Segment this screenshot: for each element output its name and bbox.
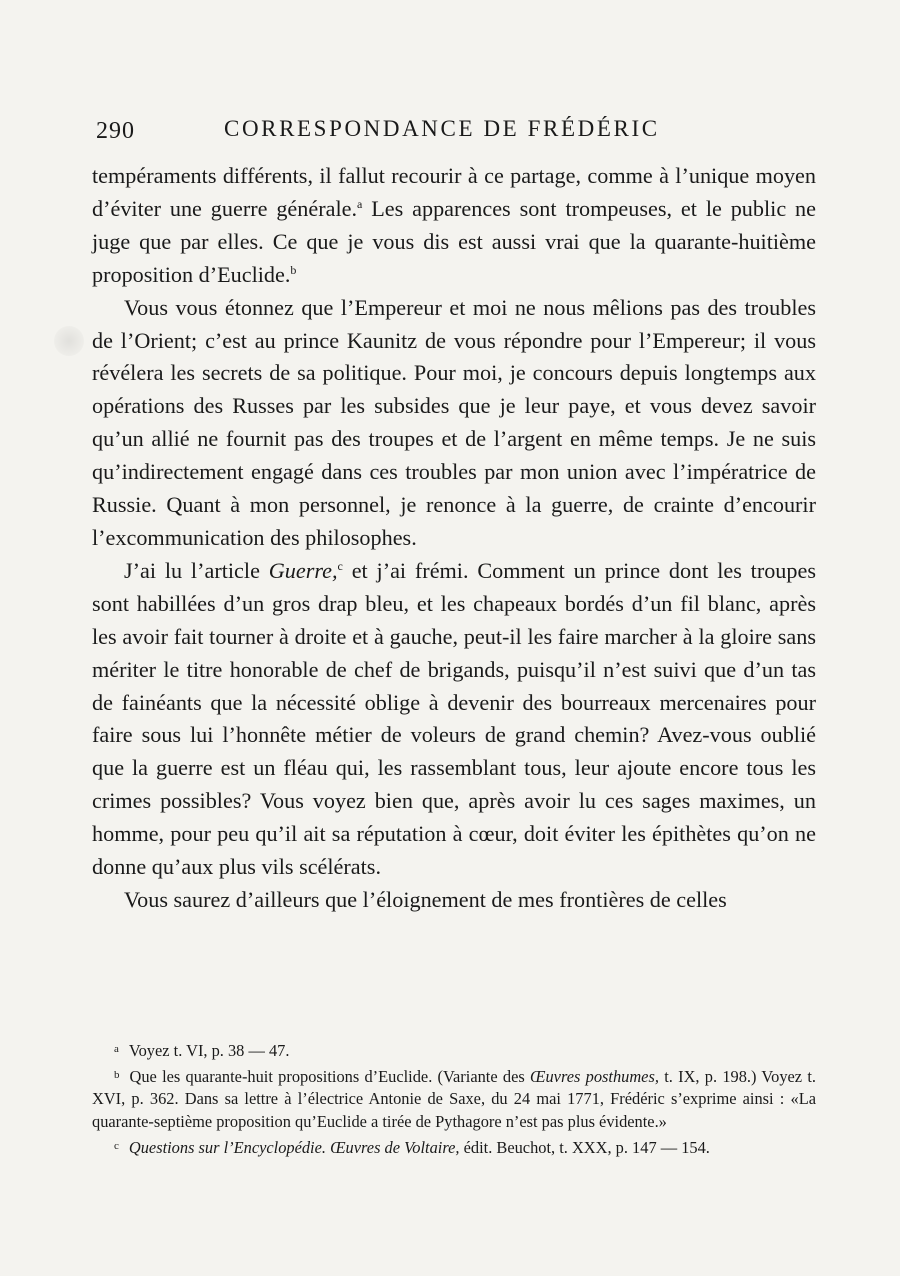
italic-run: Guerre, (268, 557, 338, 583)
footnotes (92, 1038, 816, 1161)
body-text (92, 160, 816, 917)
footnote-mark: b (114, 1069, 120, 1082)
footnote-mark: a (114, 1043, 119, 1055)
text-run: édit. Beuchot, t. XXX, p. 147 — 154. (459, 1137, 710, 1157)
paragraph (92, 555, 816, 884)
text-run: Vous vous étonnez que l’Empereur et moi ne nous mêlions pas des troubles de l’Orient; c’est au prince Kaunitz de vous répondre pour l’Empereur; il vous révélera les secrets de sa politique. Pour moi, je concours depuis longtemps aux opérations des Russes par les subsides que je leur paye, et vous devez savoir qu’un allié ne fournit pas des troupes et de l’argent en même temps. Je ne suis qu’indirectement engagé dans ces troubles par mon union avec l’impératrice de Russie. Quant à mon personnel, je renonce à la guerre, de crainte d’encourir l’excommunication des philosophes. (92, 294, 816, 550)
paragraph (92, 292, 816, 555)
italic-run: Œuvres posthumes, (530, 1067, 659, 1087)
text-run: et j’ai frémi. Comment un prince dont les troupes sont habillées d’un gros drap bleu, et les chapeaux bordés d’un fil blanc, après les avoir fait tourner à droite et à gauche, peut-il les faire marcher à la gloire sans mériter le titre honorable de chef de brigands, puisqu’il n’est suivi que d’un tas de fainéants que la nécessité oblige à devenir des bourreaux mercenaires pour faire sous lui l’honnête métier de voleurs de grand chemin? Avez-vous oublié que la guerre est un fléau qui, les rassemblant tous, leur ajoute encore tous les crimes possibles? Vous voyez bien que, après avoir lu ces sages maximes, un homme, pour peu qu’il ait sa réputation à cœur, doit éviter les épithètes qu’on ne donne qu’aux plus vils scélérats. (92, 557, 816, 880)
text-run: J’ai lu l’article (124, 557, 269, 583)
italic-run: Questions sur l’Encyclopédie. Œuvres de Voltaire, (128, 1137, 460, 1157)
footnote-mark: c (114, 1139, 119, 1152)
text-run: Que les quarante-huit propositions d’Euclide. (Variante des (129, 1067, 530, 1087)
text-run: Les apparences sont trompeuses, et le public ne juge que par elles. Ce que je vous dis est aussi vrai que la quarante-huitième proposition d’Euclide. (92, 195, 816, 287)
text-run: Vous saurez d’ailleurs que l’éloignement de mes frontières de celles (124, 886, 727, 912)
page-number: 290 (96, 118, 135, 144)
paragraph (92, 884, 816, 917)
running-title: CORRESPONDANCE DE FRÉDÉRIC (224, 116, 660, 141)
paragraph (92, 160, 816, 292)
text-run: Voyez t. VI, p. 38 — 47. (128, 1041, 290, 1060)
note-ref-c: c (337, 558, 343, 573)
note-ref-b: b (290, 262, 297, 277)
footnote-a (92, 1038, 816, 1062)
footnote-c (92, 1135, 816, 1159)
text-run: tempéraments différents, il fallut recourir à ce partage, comme à l’unique moyen d’éviter une guerre générale. (92, 163, 816, 221)
note-ref-a: a (357, 196, 363, 211)
footnote-b (92, 1064, 816, 1133)
page-smudge (54, 326, 84, 356)
text-run: t. IX, p. 198.) Voyez t. XVI, p. 362. Dans sa lettre à l’électrice Antonie de Saxe, du 24 mai 1771, Frédéric s’exprime ainsi : «La quarante-septième proposition qu’Euclide a tirée de Pythagore n’est pas plus évidente.» (92, 1067, 816, 1131)
page-header (96, 112, 816, 152)
